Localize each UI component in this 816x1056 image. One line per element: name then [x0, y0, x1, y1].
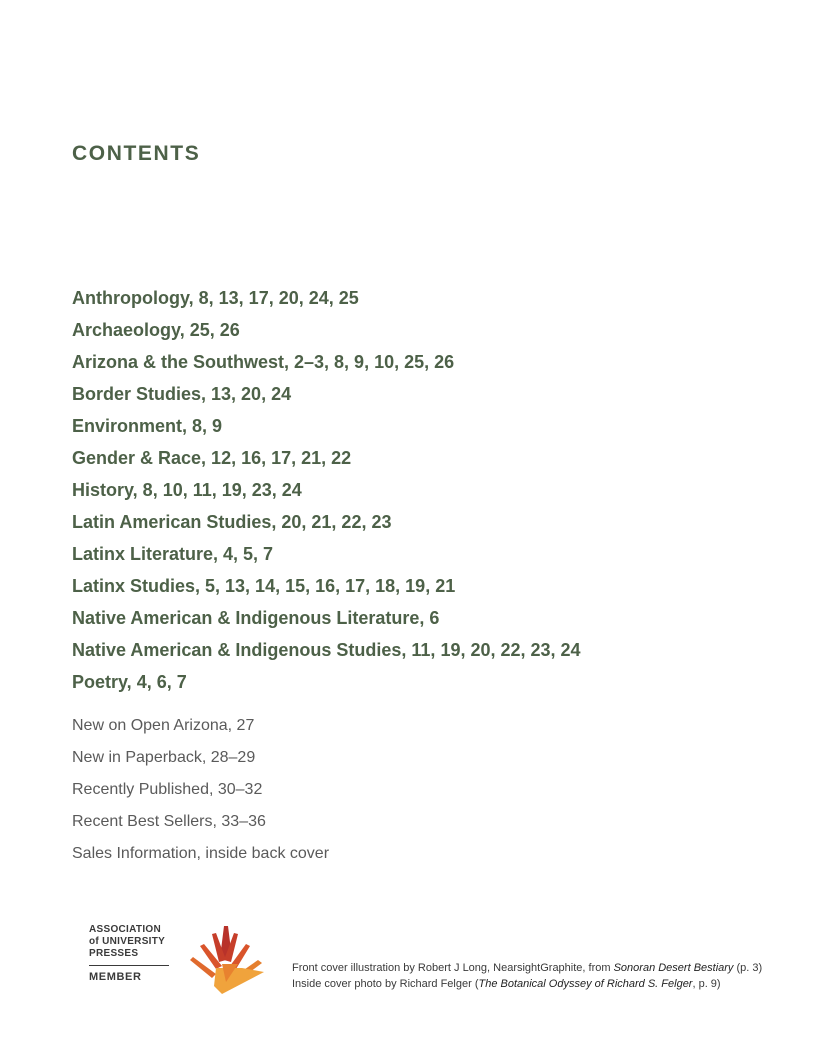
subject-entry: Gender & Race, 12, 16, 17, 21, 22	[72, 448, 352, 468]
front-cover-credit	[292, 960, 762, 976]
subject-entry: Native American & Indigenous Studies, 11, 19, 20, 22, 23, 24	[72, 640, 581, 660]
credit-text: , p. 9)	[692, 978, 721, 990]
section-entry: Sales Information, inside back cover	[72, 845, 330, 862]
subject-index-list	[72, 285, 581, 701]
subject-entry: Latin American Studies, 20, 21, 22, 23	[72, 512, 392, 532]
subject-entry: History, 8, 10, 11, 19, 23, 24	[72, 480, 302, 500]
inside-cover-credit	[292, 976, 762, 992]
section-entry: Recent Best Sellers, 33–36	[72, 813, 266, 830]
subject-entry: Poetry, 4, 6, 7	[72, 672, 187, 692]
section-entry: New on Open Arizona, 27	[72, 717, 255, 734]
subject-entry: Border Studies, 13, 20, 24	[72, 384, 292, 404]
subject-entry: Latinx Literature, 4, 5, 7	[72, 544, 274, 564]
book-title: The Botanical Odyssey of Richard S. Felger	[478, 978, 693, 990]
book-title: Sonoran Desert Bestiary	[613, 962, 734, 974]
page-title: CONTENTS	[72, 142, 201, 165]
aup-logo-line: ASSOCIATION	[89, 924, 162, 935]
subject-entry: Archaeology, 25, 26	[72, 320, 240, 340]
section-entry: New in Paperback, 28–29	[72, 749, 256, 766]
subject-entry: Native American & Indigenous Literature, 6	[72, 608, 440, 628]
aup-logo-divider	[89, 965, 169, 966]
subject-entry: Anthropology, 8, 13, 17, 20, 24, 25	[72, 288, 359, 308]
section-entry: Recently Published, 30–32	[72, 781, 263, 798]
credit-text: Front cover illustration by Robert J Long, NearsightGraphite, from	[292, 962, 614, 974]
aup-member-label: MEMBER	[89, 971, 142, 983]
credit-text: Inside cover photo by Richard Felger (	[292, 978, 479, 990]
aup-flame-icon	[186, 924, 270, 996]
subject-entry: Arizona & the Southwest, 2–3, 8, 9, 10, 25, 26	[72, 352, 455, 372]
section-index-list	[72, 714, 329, 874]
aup-member-logo	[89, 924, 173, 983]
subject-entry: Environment, 8, 9	[72, 416, 223, 436]
subject-entry: Latinx Studies, 5, 13, 14, 15, 16, 17, 18, 19, 21	[72, 576, 456, 596]
credit-text: (p. 3)	[733, 962, 763, 974]
aup-logo-line: of UNIVERSITY	[89, 936, 166, 947]
aup-logo-line: PRESSES	[89, 948, 139, 959]
cover-credits	[292, 960, 762, 992]
